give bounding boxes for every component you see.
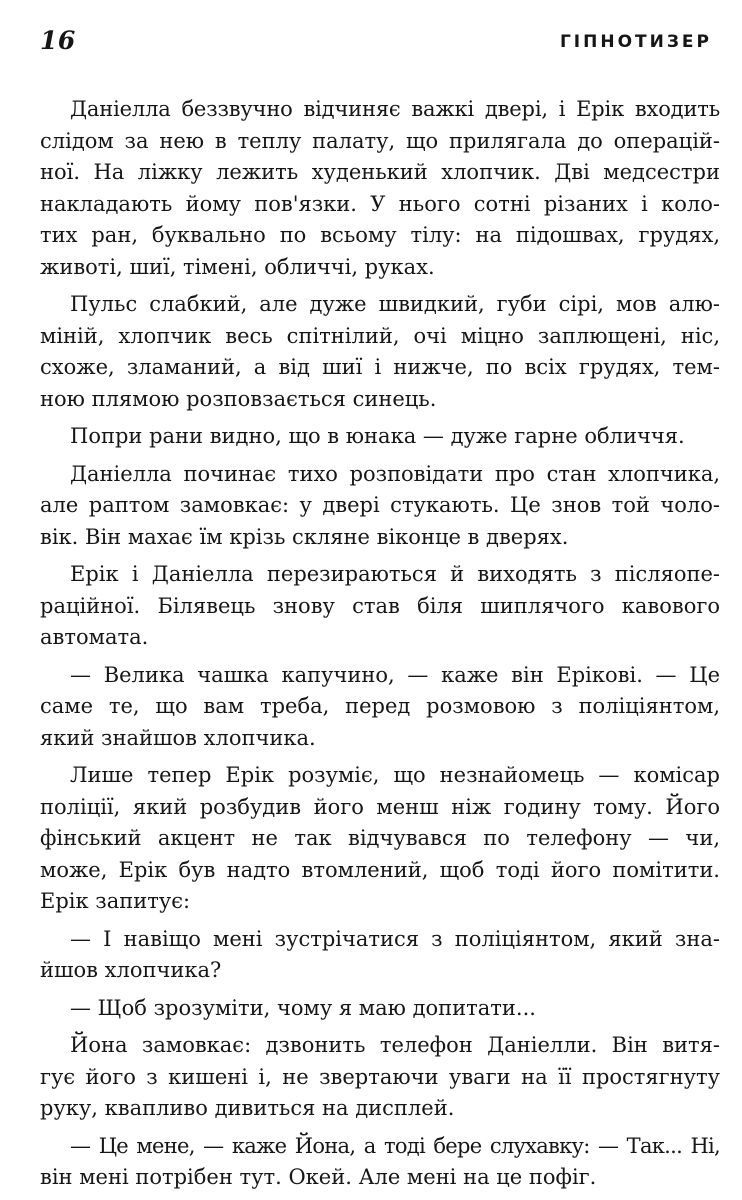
paragraph	[40, 421, 720, 453]
text-line: який знайшов хлопчика.	[40, 725, 316, 750]
text-line: тих ран, буквально по всьому тілу: на підошвах, грудях,	[40, 223, 720, 247]
text-line: саме те, що вам треба, перед розмовою з поліціянтом,	[40, 694, 720, 718]
book-title: ГІПНОТИЗЕР	[559, 32, 712, 52]
page-number: 16	[40, 26, 76, 55]
text-line: фінський акцент не так відчувався по телефону — чи,	[40, 826, 720, 850]
text-line: Даніелла беззвучно відчиняє важкі двері, і Ерік входить	[70, 97, 720, 121]
text-line: міній, хлопчик весь спітнілий, очі міцно заплющені, ніс,	[40, 323, 720, 348]
text-line: поліції, який розбудив його менш ніж годину тому. Його	[40, 794, 720, 819]
text-line: ною плямою розповзається синець.	[40, 386, 437, 411]
text-line: автомата.	[40, 625, 149, 649]
running-head	[40, 22, 712, 62]
paragraph	[40, 459, 720, 554]
text-line: вік. Він махає їм крізь скляне віконце в дверях.	[40, 524, 569, 549]
paragraph	[40, 1030, 720, 1125]
text-line: Пульс слабкий, але дуже швидкий, губи сірі, мов алю-	[70, 292, 720, 316]
text-line: гує його з кишені і, не звертаючи уваги на її простягнуту	[40, 1064, 720, 1089]
text-line: Йона замовкає: дзвонить телефон Даніелли. Він витя-	[70, 1033, 720, 1057]
text-line: він мені потрібен тут. Окей. Але мені на це пофіг.	[40, 1165, 597, 1189]
text-line: животі, шиї, тімені, обличчі, руках.	[40, 254, 435, 279]
text-line: йшов хлопчика?	[40, 958, 222, 982]
text-line: але раптом замовкає: у двері стукають. Це знов той чоло-	[40, 493, 720, 517]
paragraph	[40, 289, 720, 415]
text-line: руку, квапливо дивиться на дисплей.	[40, 1096, 455, 1120]
paragraph	[40, 559, 720, 654]
text-line: — Велика чашка капучино, — каже він Ерікові. — Це	[70, 662, 720, 687]
body-text	[40, 94, 720, 1200]
text-line: може, Ерік був надто втомлений, щоб тоді його помітити.	[40, 857, 720, 882]
text-line: схоже, зламаний, а від шиї і нижче, по всіх грудях, тем-	[40, 355, 720, 379]
text-line: Даніелла починає тихо розповідати про стан хлопчика,	[70, 461, 720, 486]
text-line: Ерік запитує:	[40, 889, 191, 913]
paragraph	[40, 660, 720, 755]
text-line: Ерік і Даніелла перезираються й виходять з післяопе-	[70, 562, 720, 586]
text-line: Попри рани видно, що в юнака — дуже гарне обличчя.	[70, 424, 685, 448]
text-line: ної. На ліжку лежить худенький хлопчик. Дві медсестри	[40, 160, 720, 184]
text-line: — Це мене, — каже Йона, а тоді бере слухавку: — Так... Ні,	[70, 1133, 720, 1158]
text-line: раційної. Білявець знову став біля шиплячого кавового	[40, 593, 720, 618]
paragraph	[40, 760, 720, 918]
paragraph	[40, 993, 720, 1025]
text-line: накладають йому пов'язки. У нього сотні різаних і коло-	[40, 191, 720, 216]
paragraph	[40, 924, 720, 987]
text-line: — Щоб зрозуміти, чому я маю допитати...	[70, 995, 536, 1020]
text-line: Лише тепер Ерік розуміє, що незнайомець — комісар	[70, 763, 720, 787]
text-line: слідом за нею в теплу палату, що прилягала до операцій-	[40, 128, 720, 153]
text-line: — І навіщо мені зустрічатися з поліціянтом, який зна-	[70, 926, 720, 951]
paragraph	[40, 1131, 720, 1194]
paragraph	[40, 94, 720, 283]
